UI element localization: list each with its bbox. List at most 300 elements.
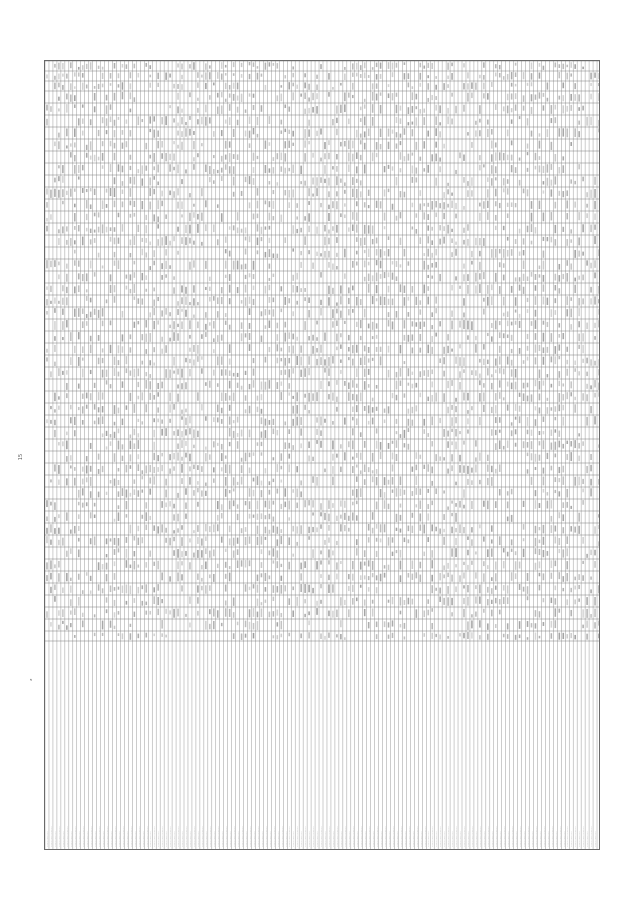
cell-mark	[217, 501, 219, 509]
cell-mark	[340, 515, 342, 519]
cell-mark	[427, 249, 429, 257]
cell-mark	[189, 348, 191, 352]
cell-mark	[229, 226, 231, 229]
cell-mark	[221, 408, 223, 414]
cell-mark	[308, 336, 310, 340]
cell-mark	[173, 84, 175, 89]
cell-mark	[189, 335, 191, 339]
cell-mark	[388, 93, 390, 98]
cell-mark	[463, 441, 465, 445]
cell-mark	[197, 119, 199, 124]
cell-mark	[376, 502, 378, 510]
cell-mark	[241, 300, 243, 304]
cell-mark	[566, 239, 568, 246]
cell-mark	[555, 453, 557, 457]
cell-mark	[225, 73, 227, 76]
cell-mark	[118, 480, 120, 485]
cell-mark	[269, 142, 271, 146]
cell-mark	[515, 417, 517, 420]
cell-mark	[420, 204, 422, 210]
cell-mark	[237, 538, 239, 544]
cell-mark	[396, 395, 398, 401]
cell-mark	[149, 312, 151, 317]
cell-mark	[416, 383, 418, 388]
cell-mark	[86, 296, 88, 301]
cell-mark	[368, 190, 370, 196]
cell-mark	[451, 441, 453, 445]
cell-mark	[197, 488, 199, 492]
cell-mark	[281, 613, 283, 617]
cell-mark	[578, 164, 580, 169]
cell-mark	[173, 609, 175, 618]
cell-mark	[217, 383, 219, 387]
cell-mark	[507, 597, 509, 604]
cell-mark	[451, 285, 453, 291]
cell-mark	[292, 189, 294, 197]
cell-mark	[273, 635, 275, 638]
cell-mark	[281, 348, 283, 352]
cell-mark	[578, 526, 580, 534]
cell-mark	[320, 503, 322, 510]
cell-mark	[352, 212, 354, 220]
cell-mark	[269, 420, 271, 425]
cell-mark	[392, 63, 394, 70]
cell-mark	[90, 370, 92, 374]
cell-mark	[82, 237, 84, 246]
cell-mark	[114, 201, 116, 208]
cell-mark	[328, 500, 330, 509]
cell-mark	[483, 201, 485, 208]
cell-mark	[165, 609, 167, 614]
cell-mark	[213, 417, 215, 422]
cell-mark	[455, 442, 457, 450]
cell-mark	[74, 430, 76, 436]
cell-mark	[134, 369, 136, 377]
cell-mark	[356, 453, 358, 458]
cell-mark	[241, 322, 243, 329]
cell-mark	[443, 144, 445, 149]
cell-mark	[221, 369, 223, 375]
cell-mark	[356, 598, 358, 602]
cell-mark	[46, 349, 48, 353]
cell-mark	[539, 133, 541, 136]
cell-mark	[189, 129, 191, 136]
cell-mark	[427, 165, 429, 173]
cell-mark	[400, 515, 402, 521]
cell-mark	[292, 345, 294, 353]
cell-mark	[443, 529, 445, 532]
cell-mark	[412, 334, 414, 340]
cell-mark	[181, 321, 183, 329]
row-label: ……………………	[73, 826, 77, 847]
cell-mark	[360, 562, 362, 570]
cell-mark	[269, 380, 271, 389]
cell-mark	[372, 512, 374, 520]
cell-mark	[420, 348, 422, 353]
cell-mark	[582, 561, 584, 564]
cell-mark	[467, 321, 469, 330]
cell-mark	[523, 250, 525, 255]
row-label: ……………………	[153, 826, 157, 847]
cell-mark	[400, 118, 402, 124]
cell-mark	[161, 141, 163, 147]
cell-mark	[586, 260, 588, 265]
cell-mark	[78, 357, 80, 366]
cell-mark	[360, 134, 362, 138]
cell-mark	[384, 477, 386, 485]
cell-mark	[189, 454, 191, 462]
cell-mark	[269, 530, 271, 534]
cell-mark	[356, 63, 358, 70]
cell-mark	[269, 575, 271, 579]
cell-mark	[483, 75, 485, 80]
cell-mark	[431, 575, 433, 582]
cell-mark	[181, 525, 183, 530]
cell-mark	[153, 166, 155, 170]
cell-mark	[50, 286, 52, 292]
cell-mark	[261, 513, 263, 519]
cell-mark	[249, 384, 251, 389]
cell-mark	[157, 224, 159, 228]
cell-mark	[142, 119, 144, 122]
cell-mark	[265, 63, 267, 70]
cell-mark	[376, 634, 378, 639]
cell-mark	[555, 526, 557, 532]
cell-mark	[245, 453, 247, 462]
cell-mark	[185, 358, 187, 362]
cell-mark	[58, 406, 60, 410]
cell-mark	[110, 345, 112, 353]
cell-mark	[392, 93, 394, 100]
cell-mark	[586, 204, 588, 208]
cell-mark	[483, 405, 485, 412]
cell-mark	[463, 527, 465, 533]
cell-mark	[145, 372, 147, 376]
cell-mark	[126, 368, 128, 373]
cell-mark	[217, 356, 219, 365]
cell-mark	[435, 154, 437, 162]
cell-mark	[435, 308, 437, 313]
cell-mark	[483, 272, 485, 279]
cell-mark	[559, 572, 561, 579]
row-label: ……………………	[248, 826, 252, 847]
cell-mark	[157, 141, 159, 148]
cell-mark	[364, 237, 366, 245]
cell-mark	[332, 201, 334, 208]
cell-mark	[578, 121, 580, 125]
cell-mark	[566, 73, 568, 80]
cell-mark	[539, 156, 541, 160]
cell-mark	[245, 297, 247, 306]
cell-mark	[277, 635, 279, 639]
cell-mark	[463, 63, 465, 67]
cell-mark	[519, 562, 521, 569]
cell-mark	[86, 456, 88, 461]
cell-mark	[149, 202, 151, 210]
cell-mark	[570, 526, 572, 531]
cell-mark	[594, 609, 596, 618]
cell-mark	[94, 86, 96, 89]
cell-mark	[102, 141, 104, 146]
cell-mark	[98, 469, 100, 474]
cell-mark	[427, 83, 429, 90]
cell-mark	[106, 492, 108, 495]
cell-mark	[487, 93, 489, 99]
cell-mark	[157, 200, 159, 209]
cell-mark	[233, 129, 235, 137]
cell-mark	[126, 286, 128, 290]
cell-mark	[106, 370, 108, 377]
cell-mark	[455, 482, 457, 486]
cell-mark	[551, 443, 553, 450]
cell-mark	[503, 397, 505, 400]
cell-mark	[46, 575, 48, 581]
cell-mark	[94, 309, 96, 315]
cell-mark	[114, 422, 116, 426]
cell-mark	[479, 453, 481, 461]
cell-mark	[582, 106, 584, 111]
cell-mark	[257, 612, 259, 618]
cell-mark	[157, 609, 159, 615]
cell-mark	[229, 442, 231, 446]
cell-mark	[368, 225, 370, 233]
cell-mark	[281, 215, 283, 222]
cell-mark	[420, 489, 422, 495]
cell-mark	[90, 443, 92, 449]
cell-mark	[205, 105, 207, 113]
cell-mark	[598, 634, 600, 639]
cell-mark	[288, 168, 290, 171]
cell-mark	[439, 122, 441, 125]
cell-mark	[320, 357, 322, 365]
cell-mark	[225, 574, 227, 579]
cell-mark	[340, 105, 342, 113]
row-label: ………………	[165, 831, 169, 847]
cell-mark	[455, 170, 457, 174]
cell-mark	[590, 454, 592, 460]
cell-mark	[237, 514, 239, 520]
cell-mark	[570, 381, 572, 388]
cell-mark	[300, 480, 302, 485]
cell-mark	[368, 128, 370, 136]
cell-mark	[356, 464, 358, 467]
cell-mark	[106, 189, 108, 193]
cell-mark	[431, 347, 433, 354]
cell-mark	[416, 465, 418, 471]
cell-mark	[304, 153, 306, 162]
cell-mark	[58, 561, 60, 568]
cell-mark	[177, 429, 179, 435]
cell-mark	[90, 260, 92, 268]
cell-mark	[86, 153, 88, 158]
cell-mark	[58, 573, 60, 581]
cell-mark	[209, 72, 211, 79]
cell-mark	[439, 203, 441, 208]
cell-mark	[177, 93, 179, 100]
cell-mark	[185, 409, 187, 413]
cell-mark	[435, 488, 437, 494]
cell-mark	[376, 538, 378, 542]
cell-mark	[209, 287, 211, 291]
cell-mark	[578, 477, 580, 486]
cell-mark	[74, 286, 76, 293]
cell-mark	[261, 105, 263, 112]
cell-mark	[257, 250, 259, 254]
cell-mark	[404, 623, 406, 629]
cell-mark	[360, 392, 362, 401]
cell-mark	[364, 406, 366, 411]
cell-mark	[209, 297, 211, 302]
cell-mark	[312, 93, 314, 100]
cell-mark	[475, 83, 477, 90]
row-label: ……………………	[288, 826, 292, 847]
cell-mark	[352, 95, 354, 98]
cell-mark	[471, 406, 473, 410]
row-label: ………………	[157, 831, 161, 847]
cell-mark	[50, 420, 52, 424]
cell-mark	[126, 141, 128, 147]
cell-mark	[177, 251, 179, 255]
cell-mark	[126, 501, 128, 509]
cell-mark	[277, 610, 279, 616]
cell-mark	[237, 120, 239, 125]
cell-mark	[562, 633, 564, 639]
cell-mark	[495, 501, 497, 508]
cell-mark	[495, 586, 497, 590]
cell-mark	[161, 275, 163, 280]
cell-mark	[237, 107, 239, 113]
cell-mark	[348, 164, 350, 171]
cell-mark	[94, 272, 96, 276]
cell-mark	[380, 249, 382, 257]
cell-mark	[165, 73, 167, 80]
cell-mark	[58, 480, 60, 485]
cell-mark	[360, 470, 362, 474]
cell-mark	[384, 409, 386, 413]
cell-mark	[58, 514, 60, 518]
cell-mark	[157, 383, 159, 389]
cell-mark	[296, 203, 298, 208]
cell-mark	[400, 504, 402, 508]
cell-mark	[463, 105, 465, 112]
cell-mark	[165, 153, 167, 161]
cell-mark	[503, 263, 505, 268]
cell-mark	[539, 73, 541, 79]
cell-mark	[376, 524, 378, 529]
cell-mark	[539, 636, 541, 639]
cell-mark	[153, 308, 155, 315]
cell-mark	[54, 142, 56, 147]
cell-mark	[153, 189, 155, 194]
cell-mark	[352, 561, 354, 569]
cell-mark	[364, 369, 366, 377]
cell-mark	[586, 609, 588, 618]
cell-mark	[491, 477, 493, 486]
cell-mark	[590, 577, 592, 580]
cell-mark	[149, 393, 151, 400]
cell-mark	[483, 309, 485, 315]
cell-mark	[467, 93, 469, 102]
cell-mark	[527, 586, 529, 594]
cell-mark	[594, 597, 596, 606]
cell-mark	[292, 445, 294, 450]
cell-mark	[197, 72, 199, 78]
row-label: ……………………	[558, 826, 562, 847]
cell-mark	[360, 575, 362, 580]
cell-mark	[205, 287, 207, 290]
cell-mark	[384, 492, 386, 498]
cell-mark	[90, 298, 92, 303]
cell-mark	[543, 190, 545, 193]
cell-mark	[594, 416, 596, 424]
cell-mark	[221, 467, 223, 471]
cell-mark	[138, 526, 140, 531]
cell-mark	[308, 226, 310, 232]
cell-mark	[431, 560, 433, 568]
row-label: ……………………	[200, 826, 204, 847]
cell-mark	[320, 177, 322, 183]
cell-mark	[138, 419, 140, 422]
cell-mark	[435, 116, 437, 125]
row-label: ……………………	[272, 826, 276, 847]
cell-mark	[336, 225, 338, 233]
cell-mark	[213, 524, 215, 532]
cell-mark	[416, 168, 418, 174]
cell-mark	[122, 488, 124, 496]
cell-mark	[511, 369, 513, 376]
cell-mark	[443, 598, 445, 605]
cell-mark	[551, 309, 553, 317]
cell-mark	[420, 157, 422, 161]
cell-mark	[237, 441, 239, 449]
cell-mark	[217, 204, 219, 208]
cell-mark	[288, 358, 290, 363]
cell-mark	[364, 464, 366, 472]
cell-mark	[451, 612, 453, 616]
cell-mark	[165, 503, 167, 508]
cell-mark	[229, 117, 231, 125]
cell-mark	[491, 600, 493, 604]
cell-mark	[98, 212, 100, 217]
cell-mark	[225, 249, 227, 253]
cell-mark	[98, 253, 100, 258]
cell-mark	[562, 274, 564, 279]
cell-mark	[376, 622, 378, 628]
cell-mark	[225, 489, 227, 497]
cell-mark	[392, 393, 394, 398]
cell-mark	[114, 573, 116, 580]
cell-mark	[249, 514, 251, 519]
cell-mark	[380, 442, 382, 450]
cell-mark	[340, 467, 342, 472]
row-label: ……………………	[312, 826, 316, 847]
cell-mark	[181, 297, 183, 304]
cell-mark	[420, 73, 422, 80]
cell-mark	[292, 275, 294, 281]
cell-mark	[598, 359, 600, 366]
cell-mark	[328, 537, 330, 542]
cell-mark	[316, 75, 318, 79]
cell-mark	[388, 443, 390, 449]
cell-mark	[142, 334, 144, 340]
cell-mark	[562, 165, 564, 173]
cell-mark	[416, 142, 418, 150]
cell-mark	[443, 565, 445, 570]
cell-mark	[420, 393, 422, 398]
cell-mark	[130, 177, 132, 184]
cell-mark	[487, 599, 489, 605]
cell-mark	[153, 596, 155, 604]
